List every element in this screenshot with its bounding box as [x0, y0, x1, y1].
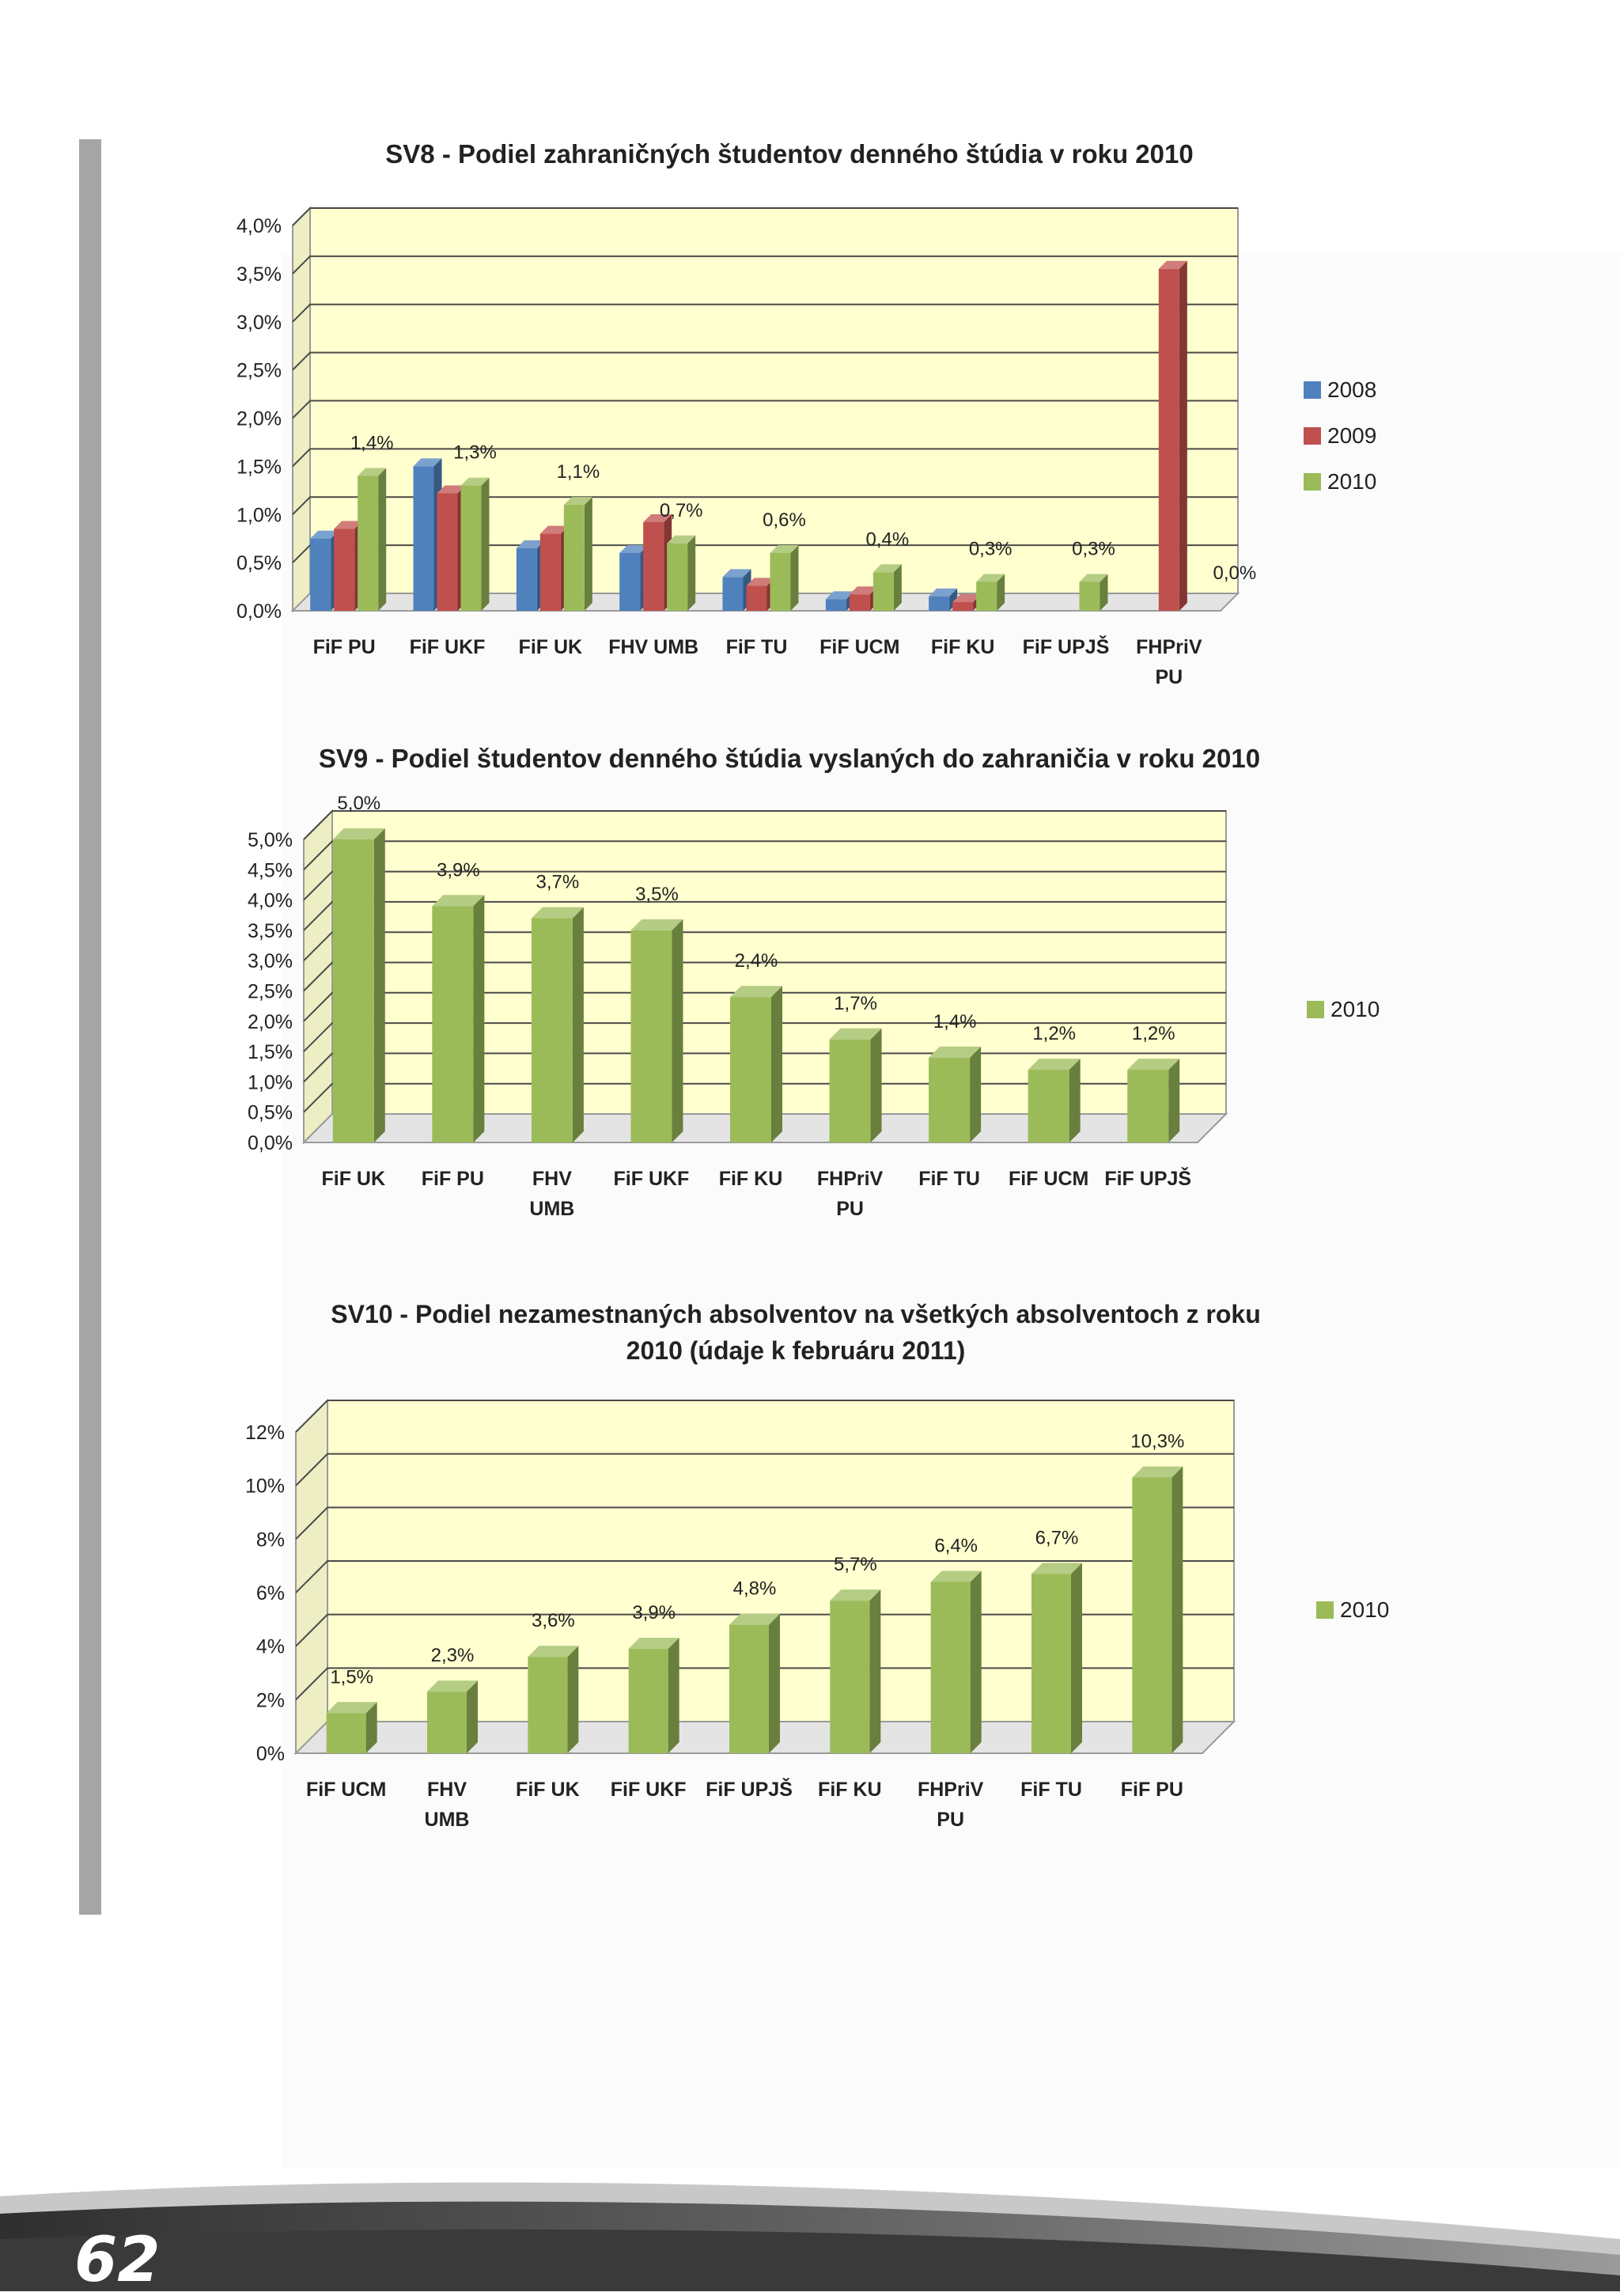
- chart-sv8-bar-2010: [667, 544, 687, 611]
- chart-sv8-y-tick-label: 3,0%: [237, 311, 282, 334]
- chart-sv8-bar-2008: [619, 553, 640, 611]
- chart-sv9-bar-side: [871, 1029, 882, 1142]
- chart-sv10-legend-swatch: [1316, 1601, 1334, 1619]
- chart-sv8-y-tick-label: 2,5%: [237, 359, 282, 382]
- chart-sv9-bar-side: [771, 986, 782, 1142]
- chart-sv9-bar-side: [374, 828, 385, 1142]
- chart-sv8: [0, 119, 1620, 704]
- chart-sv8-bar-2009: [747, 585, 767, 611]
- chart-sv9-bar-2010: [830, 1040, 871, 1142]
- chart-sv10-bar-2010: [629, 1649, 668, 1753]
- chart-sv8-data-label: 0,4%: [865, 529, 910, 551]
- chart-sv10-bar-2010: [830, 1601, 869, 1753]
- chart-sv9-bar-2010: [333, 839, 374, 1142]
- chart-sv9-category-label: FiF KU: [718, 1168, 783, 1190]
- chart-sv9-bar-side: [573, 907, 584, 1142]
- chart-sv9-bar-side: [473, 895, 484, 1142]
- chart-sv10-bar-2010: [327, 1713, 366, 1753]
- chart-sv8-category-label: FiF PU: [312, 636, 376, 658]
- chart-sv10-data-label: 2,3%: [430, 1645, 475, 1667]
- chart-sv8-legend-label: 2008: [1327, 377, 1377, 402]
- chart-sv10-y-tick-label: 12%: [244, 1422, 285, 1444]
- chart-sv8-bar-2008: [517, 548, 537, 611]
- chart-sv8-category-label: FiF UCM: [819, 636, 900, 658]
- chart-sv8-y-tick-label: 1,0%: [237, 504, 282, 527]
- chart-sv10-data-label: 1,5%: [330, 1666, 374, 1688]
- chart-sv8-bar-2010: [1080, 582, 1100, 611]
- chart-sv10-bar-2010: [1031, 1574, 1071, 1753]
- chart-sv8-bar-side: [791, 545, 799, 611]
- chart-sv8-y-tick-label: 2,0%: [237, 407, 282, 430]
- chart-sv9-bar-2010: [929, 1058, 970, 1142]
- chart-sv9-bar-2010: [432, 906, 473, 1142]
- chart-sv9-bar-side: [672, 919, 683, 1142]
- chart-sv9-category-label: FiF PU: [421, 1168, 484, 1190]
- chart-sv9-legend-swatch: [1307, 1001, 1324, 1018]
- chart-sv8-bar-2010: [770, 553, 791, 611]
- chart-sv10-title: 2010 (údaje k februáru 2011): [626, 1336, 966, 1365]
- chart-sv8-y-tick-label: 1,5%: [237, 456, 282, 479]
- chart-sv10-data-label: 3,6%: [531, 1610, 575, 1632]
- chart-sv10-bar-side: [769, 1614, 780, 1753]
- chart-sv10-y-tick-label: 8%: [255, 1529, 285, 1552]
- chart-sv10-y-tick-label: 2%: [255, 1689, 285, 1712]
- chart-sv8-data-label: 0,3%: [968, 538, 1012, 560]
- chart-sv8-legend-label: 2010: [1327, 469, 1377, 494]
- chart-sv10-y-tick-label: 10%: [244, 1475, 285, 1498]
- chart-sv10-category-label: FiF UKF: [610, 1779, 687, 1801]
- chart-sv9-category-label: FiF TU: [918, 1168, 980, 1190]
- chart-sv8-data-label: 1,4%: [350, 432, 394, 454]
- chart-sv8-legend-swatch: [1304, 381, 1321, 399]
- chart-sv8-bar-2010: [873, 572, 894, 611]
- chart-sv8-y-tick-label: 4,0%: [237, 215, 282, 237]
- chart-sv8-bar-2010: [976, 582, 997, 611]
- chart-sv8-bar-2009: [643, 522, 664, 611]
- chart-sv10-data-label: 10,3%: [1130, 1430, 1185, 1453]
- chart-sv9-y-tick-label: 3,0%: [248, 950, 293, 973]
- chart-sv8-bar-2009: [334, 529, 354, 611]
- chart-sv8-bar-2009: [850, 594, 870, 611]
- chart-sv8-y-tick-label: 0,5%: [237, 552, 282, 575]
- chart-sv10-data-label: 3,9%: [632, 1602, 676, 1624]
- chart-sv9-data-label: 1,7%: [834, 992, 877, 1014]
- chart-sv9-category-label: FHV UMB: [529, 1168, 575, 1220]
- chart-sv9-data-label: 1,4%: [933, 1010, 977, 1032]
- chart-sv9-category-label: FiF UCM: [1008, 1168, 1089, 1190]
- chart-sv8-bar-2008: [723, 577, 744, 611]
- chart-sv10-bar-side: [567, 1646, 578, 1753]
- chart-sv8-bar-2009: [952, 602, 973, 611]
- chart-sv9-y-tick-label: 0,0%: [248, 1132, 293, 1154]
- chart-sv9-bar-side: [1069, 1059, 1081, 1142]
- chart-sv8-bar-2008: [826, 599, 846, 611]
- chart-sv10-data-label: 6,4%: [934, 1535, 978, 1557]
- chart-sv9-y-tick-label: 0,5%: [248, 1101, 293, 1124]
- chart-sv8-category-label: FHPriV PU: [1136, 636, 1202, 688]
- chart-sv8-category-label: FiF TU: [725, 636, 788, 658]
- chart-sv10-bar-side: [1171, 1467, 1183, 1753]
- chart-sv8-bar-2010: [358, 476, 378, 611]
- chart-sv8-bar-side: [1179, 261, 1187, 611]
- chart-sv10-bar-side: [1071, 1563, 1082, 1753]
- chart-sv9-title: SV9 - Podiel študentov denného štúdia vyslaných do zahraničia v roku 2010: [318, 744, 1261, 773]
- chart-sv8-category-label: FiF KU: [930, 636, 995, 658]
- chart-sv8-title: SV8 - Podiel zahraničných študentov denného štúdia v roku 2010: [385, 139, 1194, 169]
- chart-sv9-data-label: 2,4%: [734, 950, 778, 972]
- chart-sv10-bar-side: [467, 1680, 478, 1753]
- chart-sv10-category-label: FiF PU: [1120, 1779, 1183, 1801]
- chart-sv10-y-tick-label: 0%: [255, 1743, 285, 1765]
- chart-sv9-category-label: FiF UK: [321, 1168, 386, 1190]
- chart-sv10-bar-side: [971, 1570, 982, 1753]
- chart-sv8-category-label: FiF UKF: [409, 636, 486, 658]
- chart-sv10-bar-side: [869, 1589, 880, 1753]
- chart-sv10: [0, 1282, 1620, 1851]
- chart-sv9-data-label: 3,7%: [536, 871, 580, 893]
- chart-sv9: [0, 728, 1620, 1234]
- chart-sv8-bar-2009: [437, 493, 458, 611]
- chart-sv8-legend-swatch: [1304, 473, 1321, 491]
- chart-sv9-y-tick-label: 4,0%: [248, 889, 293, 912]
- chart-sv9-bar-side: [970, 1047, 981, 1142]
- chart-sv9-bar-2010: [630, 930, 672, 1142]
- chart-sv8-bar-side: [482, 478, 490, 611]
- chart-sv10-title: SV10 - Podiel nezamestnaných absolventov na všetkých absolventoch z roku: [331, 1300, 1261, 1328]
- chart-sv8-bar-2008: [929, 597, 949, 611]
- chart-sv10-bar-2010: [729, 1625, 769, 1753]
- chart-sv10-bar-2010: [427, 1692, 467, 1753]
- chart-sv10-bar-2010: [931, 1582, 971, 1753]
- chart-sv8-data-label: 0,7%: [659, 499, 703, 521]
- chart-sv8-bar-side: [378, 468, 386, 611]
- chart-sv10-category-label: FiF TU: [1020, 1779, 1082, 1801]
- chart-sv9-bar-2010: [1028, 1070, 1069, 1142]
- chart-sv8-bar-2010: [564, 505, 585, 611]
- chart-sv8-category-label: FiF UPJŠ: [1022, 636, 1110, 658]
- chart-sv10-data-label: 6,7%: [1035, 1527, 1079, 1549]
- chart-sv9-bar-side: [1168, 1059, 1179, 1142]
- chart-sv10-bar-2010: [528, 1657, 567, 1753]
- chart-sv10-bar-side: [668, 1638, 679, 1753]
- chart-sv9-category-label: FiF UPJŠ: [1104, 1168, 1192, 1190]
- chart-sv9-data-label: 3,5%: [635, 883, 679, 905]
- chart-sv10-category-label: FiF UCM: [305, 1779, 387, 1801]
- chart-sv8-y-tick-label: 0,0%: [237, 601, 282, 623]
- chart-sv9-data-label: 1,2%: [1131, 1023, 1175, 1045]
- chart-sv10-data-label: 5,7%: [833, 1554, 877, 1576]
- chart-sv9-y-tick-label: 3,5%: [248, 919, 293, 942]
- chart-sv9-bar-2010: [730, 997, 771, 1142]
- chart-sv9-bar-2010: [532, 919, 573, 1142]
- chart-sv10-data-label: 4,8%: [732, 1578, 777, 1600]
- chart-sv8-data-label: 0,6%: [763, 509, 806, 531]
- footer-swoosh: [0, 2168, 1620, 2296]
- chart-sv8-bar-side: [585, 497, 592, 611]
- chart-sv8-bar-2009: [540, 534, 561, 611]
- chart-sv10-y-tick-label: 6%: [255, 1582, 285, 1605]
- chart-sv10-category-label: FiF UPJŠ: [706, 1779, 793, 1801]
- chart-sv9-bar-2010: [1127, 1070, 1168, 1142]
- chart-sv8-category-label: FiF UK: [518, 636, 583, 658]
- chart-sv9-y-tick-label: 1,5%: [248, 1041, 293, 1064]
- chart-sv8-category-label: FHV UMB: [608, 636, 699, 658]
- chart-sv9-data-label: 1,2%: [1032, 1023, 1077, 1045]
- chart-sv10-y-tick-label: 4%: [255, 1635, 285, 1658]
- chart-sv8-y-tick-label: 3,5%: [237, 263, 282, 286]
- chart-sv9-y-tick-label: 4,5%: [248, 859, 293, 882]
- chart-sv9-y-tick-label: 1,0%: [248, 1071, 293, 1094]
- chart-sv10-category-label: FiF KU: [818, 1779, 882, 1801]
- chart-sv8-data-label: 1,3%: [453, 441, 497, 464]
- chart-sv8-bar-2008: [310, 539, 331, 611]
- chart-sv9-data-label: 5,0%: [337, 793, 381, 814]
- chart-sv8-bar-side: [894, 564, 902, 611]
- chart-sv10-category-label: FiF UK: [516, 1779, 580, 1801]
- chart-sv9-legend-label: 2010: [1330, 997, 1380, 1021]
- chart-sv8-bar-2008: [414, 466, 434, 611]
- chart-sv8-data-label: 1,1%: [556, 461, 600, 483]
- chart-sv8-data-label: 0,3%: [1072, 538, 1115, 560]
- chart-sv9-data-label: 3,9%: [436, 859, 480, 881]
- chart-sv9-category-label: FiF UKF: [613, 1168, 690, 1190]
- chart-sv8-legend-label: 2009: [1327, 423, 1377, 448]
- chart-sv8-legend-swatch: [1304, 427, 1321, 445]
- chart-sv10-category-label: FHV UMB: [424, 1779, 470, 1831]
- chart-sv8-bar-2009: [1159, 269, 1179, 611]
- chart-sv9-category-label: FHPriV PU: [816, 1168, 884, 1220]
- page-number: 62: [74, 2225, 161, 2296]
- chart-sv9-y-tick-label: 5,0%: [248, 829, 293, 851]
- chart-sv10-category-label: FHPriV PU: [917, 1779, 984, 1831]
- chart-sv10-legend-label: 2010: [1340, 1597, 1390, 1622]
- chart-sv8-bar-side: [687, 536, 695, 611]
- chart-sv8-bar-2010: [461, 486, 482, 611]
- chart-sv9-y-tick-label: 2,0%: [248, 1010, 293, 1033]
- chart-sv10-bar-2010: [1132, 1478, 1171, 1753]
- chart-sv8-data-label: 0,0%: [1213, 563, 1257, 584]
- chart-sv9-y-tick-label: 2,5%: [248, 980, 293, 1003]
